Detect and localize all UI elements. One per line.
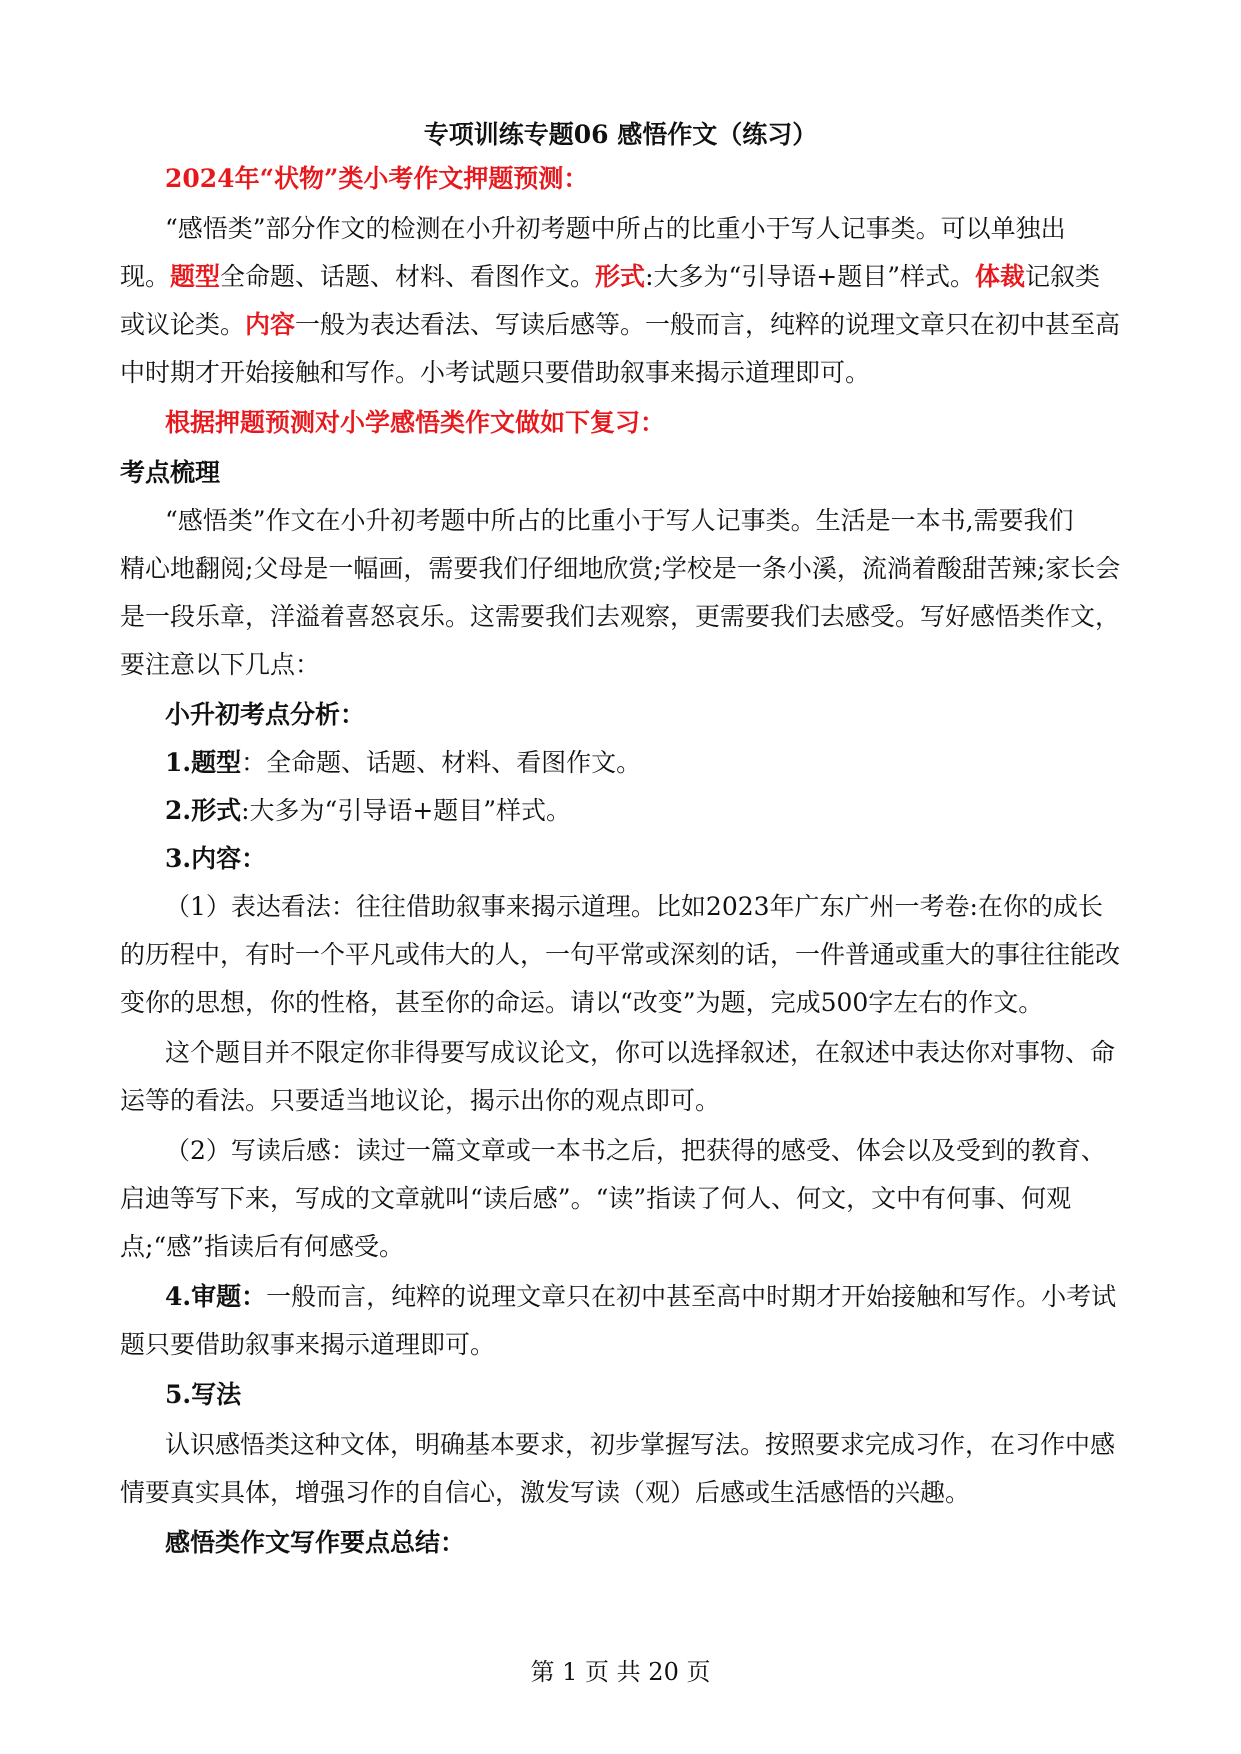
item-label: 1.题型 bbox=[165, 748, 242, 777]
intro-text: 全命题、话题、材料、看图作文。 bbox=[220, 262, 596, 291]
item-5-line: 认识感悟类这种文体，明确基本要求，初步掌握写法。按照要求完成习作，在习作中感 bbox=[165, 1430, 1116, 1459]
item-label: 2.形式 bbox=[165, 796, 242, 825]
body-paragraph-line: “感悟类”作文在小升初考题中所占的比重小于写人记事类。生活是一本书,需要我们 bbox=[165, 506, 1074, 535]
body-paragraph-line: 要注意以下几点： bbox=[120, 650, 321, 679]
intro-line-2 bbox=[120, 260, 1130, 294]
intro-text: 一般为表达看法、写读后感等。一般而言，纯粹的说理文章只在初中甚至高 bbox=[295, 310, 1121, 339]
keyword-form: 形式 bbox=[595, 262, 646, 291]
intro-text: 记叙类 bbox=[1025, 262, 1101, 291]
item-1 bbox=[165, 746, 1175, 780]
review-heading: 根据押题预测对小学感悟类作文做如下复习： bbox=[165, 408, 666, 437]
keyword-genre: 体裁 bbox=[975, 262, 1026, 291]
page-footer: 第 1 页 共 20 页 bbox=[530, 1658, 711, 1686]
intro-text: :大多为“引导语+题目”样式。 bbox=[645, 262, 975, 291]
page-title: 专项训练专题06 感悟作文（练习） bbox=[423, 120, 818, 149]
item-text: 一般而言，纯粹的说理文章只在初中甚至高中时期才开始接触和写作。小考试 bbox=[266, 1282, 1117, 1311]
item-4-line-2: 题只要借助叙事来揭示道理即可。 bbox=[120, 1330, 496, 1359]
item-3: 3.内容： bbox=[165, 844, 267, 873]
keyword-content: 内容 bbox=[245, 310, 296, 339]
sub-item-1b-line: 运等的看法。只要适当地议论，揭示出你的观点即可。 bbox=[120, 1086, 721, 1115]
item-label: 4.审题： bbox=[165, 1282, 267, 1311]
sub-item-2-line: （2）写读后感：读过一篇文章或一本书之后，把获得的感受、体会以及受到的教育、 bbox=[165, 1136, 1106, 1165]
item-5: 5.写法 bbox=[165, 1380, 242, 1409]
item-5-line: 情要真实具体，增强习作的自信心，激发写读（观）后感或生活感悟的兴趣。 bbox=[120, 1478, 971, 1507]
prediction-heading: 2024年“状物”类小考作文押题预测： bbox=[165, 164, 589, 193]
summary-heading: 感悟类作文写作要点总结： bbox=[165, 1528, 466, 1557]
intro-line-4: 中时期才开始接触和写作。小考试题只要借助叙事来揭示道理即可。 bbox=[120, 358, 871, 387]
section-heading: 考点梳理 bbox=[120, 458, 221, 487]
sub-item-1-line: 的历程中，有时一个平凡或伟大的人，一句平常或深刻的话，一件普通或重大的事往往能改 bbox=[120, 940, 1121, 969]
body-paragraph-line: 精心地翻阅;父母是一幅画，需要我们仔细地欣赏;学校是一条小溪，流淌着酸甜苦辣;家长会 bbox=[120, 554, 1121, 583]
intro-line-1: “感悟类”部分作文的检测在小升初考题中所占的比重小于写人记事类。可以单独出 bbox=[165, 214, 1066, 243]
item-text: ：全命题、话题、材料、看图作文。 bbox=[241, 748, 642, 777]
sub-item-2-line: 启迪等写下来，写成的文章就叫“读后感”。“读”指读了何人、何文，文中有何事、何观 bbox=[120, 1184, 1072, 1213]
keyword-type: 题型 bbox=[170, 262, 221, 291]
sub-item-2-line: 点;“感”指读后有何感受。 bbox=[120, 1232, 404, 1261]
sub-item-1b-line: 这个题目并不限定你非得要写成议论文，你可以选择叙述，在叙述中表达你对事物、命 bbox=[165, 1038, 1116, 1067]
analysis-heading: 小升初考点分析： bbox=[165, 700, 366, 729]
item-text: :大多为“引导语+题目”样式。 bbox=[241, 796, 572, 825]
intro-text: 或议论类。 bbox=[120, 310, 246, 339]
item-4 bbox=[165, 1280, 1175, 1314]
sub-item-1-line: （1）表达看法：往往借助叙事来揭示道理。比如2023年广东广州一考卷:在你的成长 bbox=[165, 892, 1103, 921]
intro-text: 现。 bbox=[120, 262, 171, 291]
item-2 bbox=[165, 794, 1175, 828]
intro-line-3 bbox=[120, 308, 1130, 342]
body-paragraph-line: 是一段乐章，洋溢着喜怒哀乐。这需要我们去观察，更需要我们去感受。写好感悟类作文， bbox=[120, 602, 1121, 631]
sub-item-1-line: 变你的思想，你的性格，甚至你的命运。请以“改变”为题，完成500字左右的作文。 bbox=[120, 988, 1044, 1017]
